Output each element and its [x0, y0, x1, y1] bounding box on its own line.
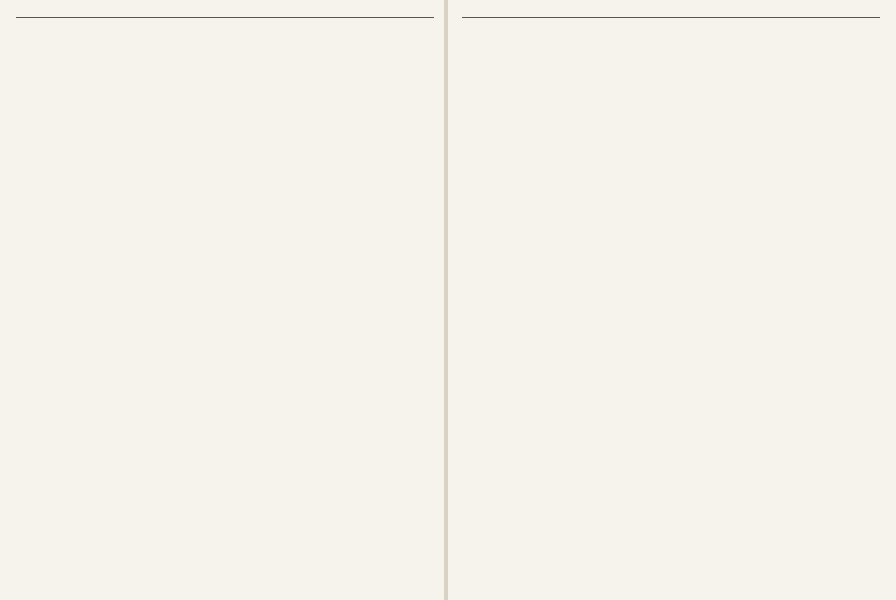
column	[462, 22, 597, 594]
column	[745, 22, 880, 594]
column	[16, 22, 151, 594]
column	[603, 22, 738, 594]
right-page-columns	[462, 22, 880, 594]
column	[299, 22, 434, 594]
column	[157, 22, 292, 594]
right-page	[448, 0, 896, 600]
left-page-columns	[16, 22, 434, 594]
left-page-header	[16, 5, 434, 18]
right-page-header	[462, 5, 880, 18]
